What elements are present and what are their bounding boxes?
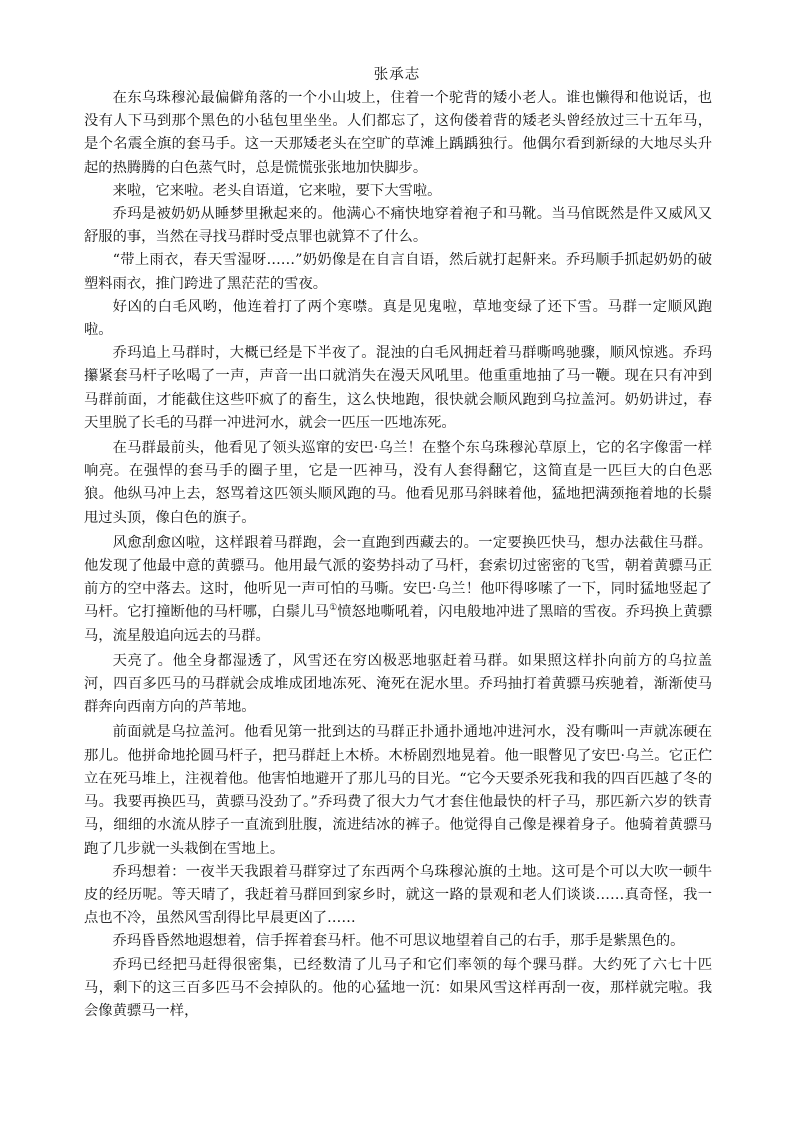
paragraph: 乔玛追上马群时，大概已经是下半夜了。混浊的白毛风拥赶着马群嘶鸣驰骤，顺风惊逃。乔玛攥紧套马杆子吆喝了一声，声音一出口就消失在漫天风吼里。他重重地抽了马一鞭。现在只有冲到马群前面，才能截住这些吓疯了的畜生，这么快地跑，很快就会顺风跑到乌拉盖河。奶奶讲过，春天里脱了长毛的马群一冲进河水，就会一匹压一匹地冻死。 — [84, 345, 712, 431]
story-body — [84, 87, 712, 1023]
paragraph: 前面就是乌拉盖河。他看见第一批到达的马群正扑通扑通地冲进河水，没有嘶叫一声就冻硬在那儿。他拼命地抡圆马杆子，把马群赶上木桥。木桥剧烈地晃着。他一眼瞥见了安巴·乌兰。它正伫立在死马堆上，注视着他。他害怕地避开了那儿马的目光。“它今天要杀死我和我的四百匹越了冬的马。我要再换匹马，黄骠马没劲了。”乔玛费了很大力气才套住他最快的杆子马，那匹新六岁的铁青马，细细的水流从脖子一直流到肚腹，流进结冰的裤子。他觉得自己像是裸着身子。他骑着黄骠马跑了几步就一头栽倒在雪地上。 — [84, 724, 712, 857]
footnote-marker: ① — [329, 603, 338, 614]
paragraph-text: 愤怒地嘶吼着，闪电般地冲进了黑暗的雪夜。乔玛换上黄骠马，流星般追向远去的马群。 — [84, 604, 713, 644]
paragraph: “带上雨衣，春天雪湿呀……”奶奶像是在自言自语，然后就打起鼾来。乔玛顺手抓起奶奶的破塑料雨衣，推门跨进了黑茫茫的雪夜。 — [84, 252, 712, 292]
paragraph — [84, 532, 712, 648]
paragraph: 来啦，它来啦。老头自语道，它来啦，要下大雪啦。 — [112, 182, 442, 199]
paragraph: 在马群最前头，他看见了领头巡窜的安巴·乌兰！在整个东乌珠穆沁草原上，它的名字像雷一样响亮。在强悍的套马手的圈子里，它是一匹神马，没有人套得翻它，这简直是一匹巨大的白色恶狼。他纵马冲上去，怒骂着这匹领头顺风跑的马。他看见那马斜睐着他，猛地把满颈拖着地的长鬃甩过头顶，像白色的旗子。 — [84, 440, 712, 526]
paragraph: 乔玛是被奶奶从睡梦里揪起来的。他满心不痛快地穿着袍子和马靴。当马倌既然是件又威风又舒服的事，当然在寻找马群时受点罪也就算不了什么。 — [84, 206, 712, 246]
paragraph: 天亮了。他全身都湿透了，风雪还在穷凶极恶地驱赶着马群。如果照这样扑向前方的乌拉盖河，四百多匹马的马群就会成堆成团地冻死、淹死在泥水里。乔玛抽打着黄骠马疾驰着，渐渐使马群奔向西南方向的芦苇地。 — [84, 652, 712, 716]
paragraph: 在东乌珠穆沁最偏僻角落的一个小山坡上，住着一个驼背的矮小老人。谁也懒得和他说话，也没有人下马到那个黑色的小毡包里坐坐。人们都忘了，这佝偻着背的矮老头曾经放过三十五年马，是个名震全旗的套马手。这一天那矮老头在空旷的草滩上踽踽独行。他偶尔看到新绿的大地尽头升起的热腾腾的白色蒸气时，总是慌慌张张地加快脚步。 — [84, 90, 712, 176]
paragraph: 好凶的白毛风哟，他连着打了两个寒噤。真是见鬼啦，草地变绿了还下雪。马群一定顺风跑啦。 — [84, 298, 712, 339]
paragraph-text: 风愈刮愈凶啦，这样跟着马群跑，会一直跑到西藏去的。一定要换匹快马，想办法截住马群。他发现了他最中意的黄骠马。他用最气派的姿势抖动了马杆，套索切过密密的飞雪，朝着黄骠马正前方的空中落去。这时，他听见一声可怕的马嘶。安巴·乌兰！他吓得哆嗦了一下，同时猛地竖起了马杆。它打撞断他的马杆哪，白鬃儿马 — [84, 534, 712, 621]
paragraph: 乔玛已经把马赶得很密集，已经数清了儿马子和它们率领的每个骒马群。大约死了六七十匹马，剩下的这三百多匹马不会掉队的。他的心猛地一沉：如果风雪这样再刮一夜，那样就完啦。我会像黄骠马一样， — [84, 956, 712, 1019]
paragraph: 乔玛昏昏然地遐想着，信手挥着套马杆。他不可思议地望着自己的右手，那手是紫黑色的。 — [112, 933, 685, 950]
author-name: 张承志 — [373, 67, 421, 83]
paragraph: 乔玛想着：一夜半天我跟着马群穿过了东西两个乌珠穆沁旗的土地。这可是个可以大吹一顿牛皮的经历呢。等天晴了，我赶着马群回到家乡时，就这一路的景观和老人们谈谈……真奇怪，我一点也不冷，虽然风雪刮得比早晨更凶了…… — [84, 863, 712, 927]
